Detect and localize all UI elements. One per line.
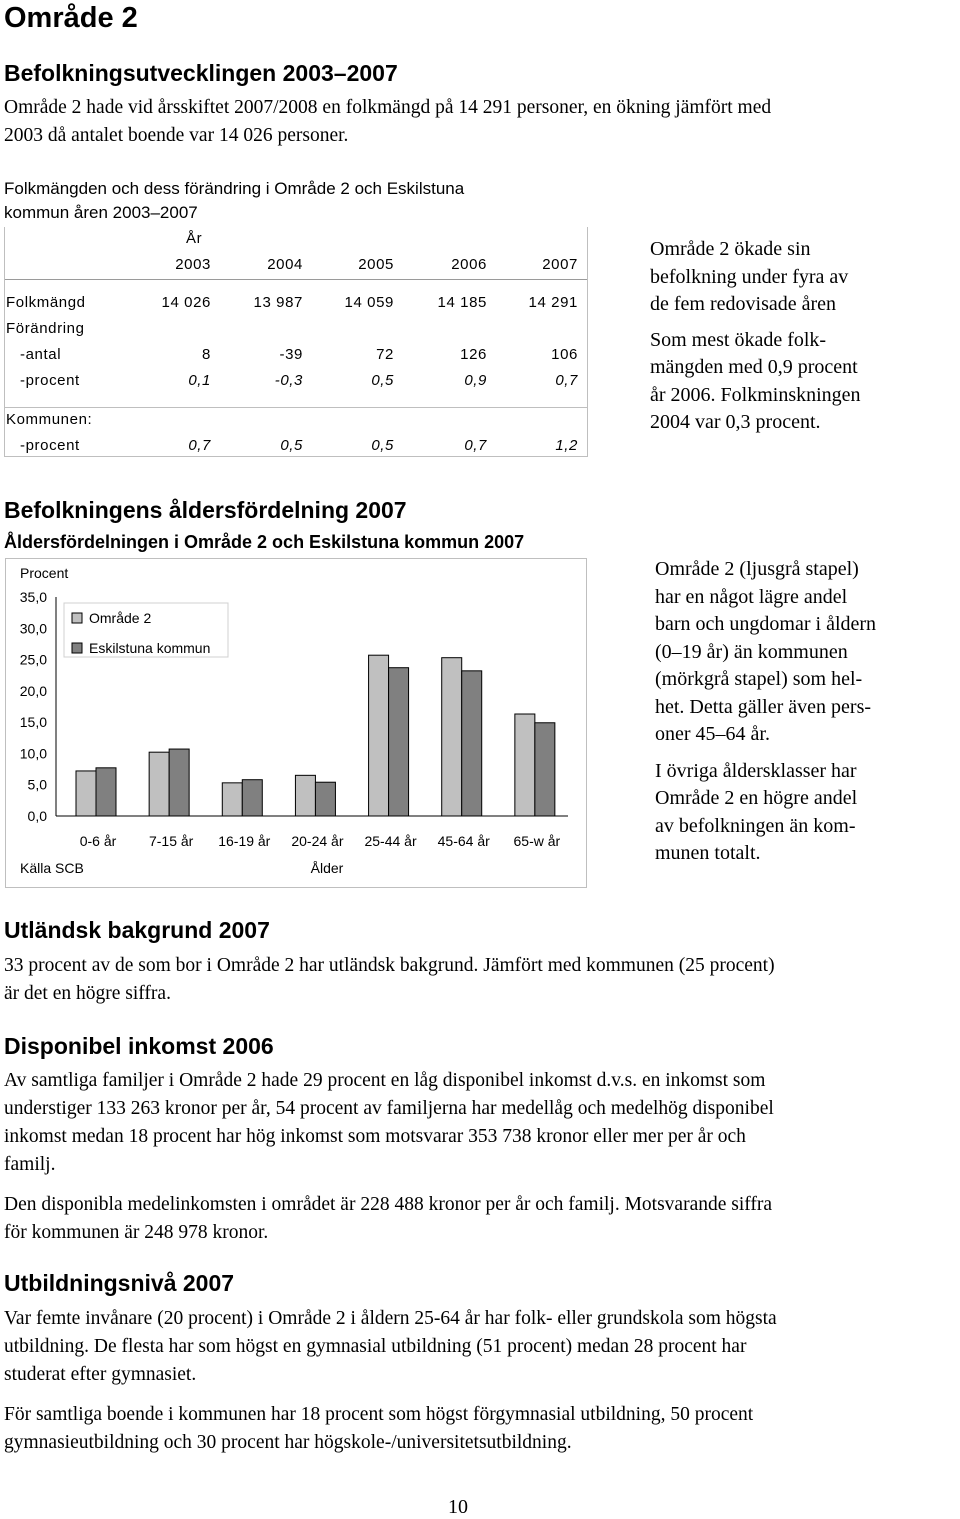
table-row-label: -antal [20, 346, 62, 363]
bar-eskilstuna-kommun [315, 782, 335, 816]
side-note-population [650, 236, 861, 437]
text-line: het. Detta gäller även pers- [655, 695, 872, 718]
side-note-age [655, 556, 876, 868]
table-row-label: -procent [20, 372, 80, 389]
section-heading-education: Utbildningsnivå 2007 [4, 1270, 235, 1296]
section-heading-age-distribution: Befolkningens åldersfördelning 2007 [4, 497, 407, 523]
side-note-paragraph [650, 327, 861, 437]
text-line: Var femte invånare (20 procent) i Område 2 i åldern 25-64 år har folk- eller grundskola som högsta [4, 1308, 777, 1329]
text-line: av befolkningen än kom- [655, 814, 856, 837]
y-tick-label: 0,0 [27, 808, 47, 824]
x-tick-label: 7-15 år [148, 833, 194, 849]
text-line: oner 45–64 år. [655, 723, 770, 745]
bar-omrade-2 [369, 655, 389, 816]
y-tick-label: 15,0 [19, 714, 47, 731]
side-note-paragraph [655, 758, 876, 868]
bar-omrade-2 [76, 771, 96, 816]
table-cell: 0,1 [188, 372, 211, 389]
legend-swatch [72, 613, 82, 623]
text-line: familj. [4, 1154, 56, 1175]
text-line: 33 procent av de som bor i Område 2 har utländsk bakgrund. Jämfört med kommunen (25 procent) [4, 955, 775, 976]
text-line: Område 2 hade vid årsskiftet 2007/2008 en folkmängd på 14 291 personer, en ökning jämfört med [4, 97, 772, 118]
bar-eskilstuna-kommun [462, 671, 482, 816]
legend-swatch [72, 643, 82, 653]
bar-omrade-2 [442, 658, 462, 816]
table-cell: 0,5 [371, 372, 394, 389]
section-heading-disposable-income: Disponibel inkomst 2006 [4, 1033, 274, 1059]
text-line: (0–19 år) än kommunen [655, 640, 848, 663]
text-line: studerat efter gymnasiet. [4, 1364, 197, 1385]
text-line: är det en högre siffra. [4, 983, 171, 1004]
table-cell: 72 [376, 346, 394, 363]
section-paragraph [4, 1067, 774, 1179]
chart-title: Åldersfördelningen i Område 2 och Eskilstuna kommun 2007 [4, 532, 525, 552]
section-paragraph [4, 1401, 753, 1457]
table-header-year: 2006 [451, 256, 487, 273]
text-line: Område 2 (ljusgrå stapel) [655, 558, 859, 580]
table-row-label: Förändring [6, 320, 85, 337]
legend-label: Eskilstuna kommun [89, 640, 211, 656]
text-line: Av samtliga familjer i Område 2 hade 29 procent en låg disponibel inkomst d.v.s. en inkomst som [4, 1070, 766, 1091]
section-paragraph [4, 1191, 772, 1247]
bar-eskilstuna-kommun [242, 780, 262, 816]
text-line: Område 2 ökade sin [650, 238, 811, 260]
table-cell: 0,9 [464, 372, 487, 389]
table-header-year-label: År [186, 230, 203, 247]
y-tick-label: 35,0 [19, 589, 47, 605]
table-cell: 0,7 [464, 437, 487, 454]
table-cell: 13 987 [253, 294, 303, 311]
table-cell: 106 [551, 346, 578, 363]
chart-source: Källa SCB [20, 860, 84, 876]
y-tick-label: 10,0 [19, 745, 47, 762]
table-header-year: 2003 [175, 256, 211, 273]
text-line: 2004 var 0,3 procent. [650, 411, 821, 433]
text-line: kommun åren 2003–2007 [4, 203, 198, 222]
text-line: mängden med 0,9 procent [650, 356, 858, 378]
side-note-paragraph [655, 556, 876, 749]
table-cell: 126 [460, 346, 487, 363]
bar-eskilstuna-kommun [96, 768, 116, 816]
section-heading-population-development: Befolkningsutvecklingen 2003–2007 [4, 60, 398, 86]
text-line: munen totalt. [655, 842, 761, 864]
text-line: Som mest ökade folk- [650, 328, 827, 351]
text-line: (mörkgrå stapel) som hel- [655, 668, 863, 690]
text-line: barn och ungdomar i åldern [655, 613, 877, 635]
table-cell: 0,7 [188, 437, 211, 454]
table-cell: 0,5 [280, 437, 303, 454]
table-header-year: 2005 [358, 256, 394, 273]
section-paragraph [4, 1305, 777, 1389]
x-tick-label: 25-44 år [364, 833, 417, 849]
text-line: utbildning. De flesta har som högst en gymnasial utbildning (51 procent) medan 28 procent har [4, 1336, 747, 1357]
bar-omrade-2 [222, 783, 242, 816]
x-axis-label: Ålder [310, 860, 344, 876]
text-line: Område 2 en högre andel [655, 787, 858, 809]
section-paragraph [4, 952, 775, 1008]
table-cell: 1,2 [555, 437, 578, 454]
bar-eskilstuna-kommun [535, 723, 555, 816]
table-cell: 8 [202, 346, 211, 363]
table-cell: 14 185 [437, 294, 487, 311]
table-cell: 14 291 [528, 294, 578, 311]
side-note-paragraph [650, 236, 861, 319]
table-cell: -0,3 [274, 372, 303, 389]
legend-label: Område 2 [89, 610, 152, 626]
table-row-label: Kommunen: [6, 411, 93, 428]
text-line: befolkning under fyra av [650, 265, 849, 288]
y-tick-label: 25,0 [19, 651, 47, 668]
table-cell: 0,7 [555, 372, 578, 389]
page-title: Område 2 [4, 2, 138, 34]
y-axis-label: Procent [20, 565, 69, 581]
bar-omrade-2 [515, 714, 535, 816]
text-line: inkomst medan 18 procent har hög inkomst som motsvarar 353 738 kronor eller mer per år och [4, 1126, 746, 1147]
bar-omrade-2 [149, 752, 169, 816]
age-distribution-chart [0, 0, 600, 900]
y-tick-label: 30,0 [19, 620, 47, 637]
text-line: understiger 133 263 kronor per år, 54 procent av familjerna har medellåg och medelhög disponibel [4, 1098, 774, 1119]
y-tick-label: 20,0 [19, 682, 47, 699]
text-line: gymnasieutbildning och 30 procent har högskole-/universitetsutbildning. [4, 1432, 572, 1453]
table-cell: -39 [279, 346, 303, 363]
page-number: 10 [448, 1496, 468, 1518]
table-cell: 0,5 [371, 437, 394, 454]
bar-eskilstuna-kommun [169, 749, 189, 816]
text-line: för kommunen är 248 978 kronor. [4, 1222, 269, 1243]
x-tick-label: 0-6 år [79, 833, 117, 849]
text-line: Den disponibla medelinkomsten i området är 228 488 kronor per år och familj. Motsvarande siffra [4, 1194, 773, 1215]
table-row-label: -procent [20, 437, 80, 454]
bar-omrade-2 [295, 775, 315, 816]
text-line: har en något lägre andel [655, 585, 848, 608]
table-header-year: 2004 [267, 256, 303, 273]
text-line: För samtliga boende i kommunen har 18 procent som högst förgymnasial utbildning, 50 procent [4, 1404, 754, 1425]
bar-eskilstuna-kommun [389, 668, 409, 816]
x-tick-label: 45-64 år [437, 833, 490, 849]
text-line: 2003 då antalet boende var 14 026 personer. [4, 125, 349, 146]
table-cell: 14 026 [161, 294, 211, 311]
text-line: I övriga åldersklasser har [655, 759, 857, 782]
section-heading-foreign-background: Utländsk bakgrund 2007 [4, 917, 270, 943]
text-line: Folkmängden och dess förändring i Område 2 och Eskilstuna [4, 179, 465, 198]
x-tick-label: 16-19 år [218, 833, 271, 849]
x-tick-label: 20-24 år [291, 833, 344, 849]
y-tick-label: 5,0 [27, 776, 47, 793]
text-line: år 2006. Folkminskningen [650, 383, 861, 406]
table-header-year: 2007 [542, 256, 578, 273]
table-cell: 14 059 [344, 294, 394, 311]
table-row-label: Folkmängd [6, 294, 86, 311]
x-tick-label: 65-w år [513, 833, 561, 849]
text-line: de fem redovisade åren [650, 293, 837, 315]
